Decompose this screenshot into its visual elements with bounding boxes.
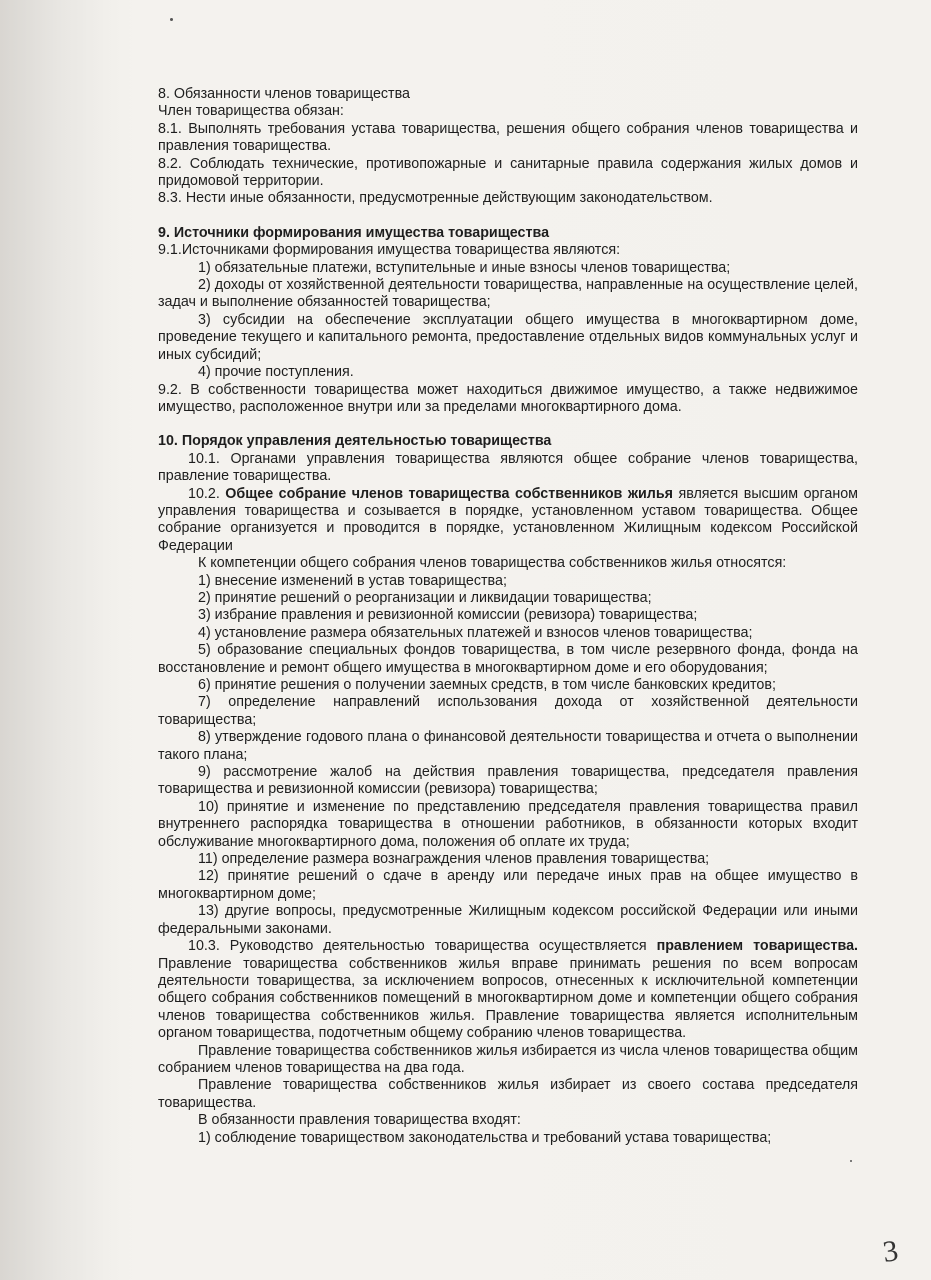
competence-item: 6) принятие решения о получении заемных средств, в том числе банковских кредитов; (198, 677, 776, 693)
competence-item: 12) принятие решений о сдаче в аренду или передаче иных прав на общее имущество в многоквартирном доме; (158, 868, 858, 902)
competence-item: 2) принятие решений о реорганизации и ликвидации товарищества; (198, 589, 652, 606)
section-9-item: 3) субсидии на обеспечение эксплуатации общего имущества в многоквартирном доме, проведение текущего и капитального ремонта, предоставление отдельных видов коммунальных услуг и иных субсидий; (158, 311, 858, 363)
scan-speck (850, 1160, 852, 1162)
section-10-3 (158, 938, 858, 1042)
page-number: 3 (880, 1234, 901, 1269)
section-8-item: 8.1. Выполнять требования устава товарищества, решения общего собрания членов товарищества и правления товарищества. (158, 120, 858, 155)
section-9-title: 9. Источники формирования имущества товарищества (158, 224, 550, 241)
section-9-item: 2) доходы от хозяйственной деятельности товарищества, направленные на осуществление целей, задач и выполнение обязанностей товарищества; (158, 277, 858, 311)
section-9-2: 9.2. В собственности товарищества может находиться движимое имущество, а также недвижимое имущество, расположенное внутри или за пределами многоквартирного дома. (158, 381, 858, 415)
clause-text: является высшим органом управления товарищества и созывается в порядке, установленном уставом товарищества. Общее собрание организуется и проводится в порядке, установленном Жилищным кодексом Российской Федерации (158, 485, 858, 554)
competence-item: 7) определение направлений использования дохода от хозяйственной деятельности товарищества; (158, 694, 858, 728)
section-8-intro: Член товарищества обязан: (158, 103, 344, 120)
competence-item: 8) утверждение годового плана о финансовой деятельности товарищества и отчета о выполнении такого плана; (158, 729, 858, 763)
section-8-item: 8.2. Соблюдать технические, противопожарные и санитарные правила содержания жилых домов и придомовой территории. (158, 155, 858, 190)
section-8-item: 8.3. Нести иные обязанности, предусмотренные действующим законодательством. (158, 190, 713, 207)
page-fold-shadow (0, 0, 115, 1280)
board-paragraph: Правление товарищества собственников жилья избирается из числа членов товарищества общим собранием членов товарищества на два года. (158, 1042, 858, 1076)
document-body (158, 86, 858, 1147)
clause-text: Правление товарищества собственников жилья вправе принимать решения по всем вопросам деятельности товарищества, за исключением вопросов, отнесенных к исключительной компетенции общего собрания собственников помещений в многоквартирном доме и компетенции общего собрания членов товарищества собственников жилья. Правление товарищества является исполнительным органом товарищества, подотчетным общему собранию членов товарищества. (158, 955, 858, 1042)
competence-item: 3) избрание правления и ревизионной комиссии (ревизора) товарищества; (198, 607, 698, 624)
section-10-title: 10. Порядок управления деятельностью товарищества (158, 433, 552, 450)
competence-intro: К компетенции общего собрания членов товарищества собственников жилья относятся: (198, 555, 787, 572)
competence-item: 13) другие вопросы, предусмотренные Жилищным кодексом российской Федерации или иными федеральными законами. (158, 903, 858, 937)
competence-item: 11) определение размера вознаграждения членов правления товарищества; (198, 851, 710, 868)
competence-item: 1) внесение изменений в устав товарищества; (198, 572, 507, 589)
scan-speck (170, 18, 173, 21)
competence-item: 10) принятие и изменение по представлению председателя правления товарищества правил внутреннего распорядка товарищества в отношении работников, в обязанности которых входит обслуживание многоквартирного дома, положения об оплате их труда; (158, 798, 858, 850)
clause-text: 10.3. Руководство деятельностью товарищества осуществляется (188, 938, 657, 955)
competence-item: 9) рассмотрение жалоб на действия правления товарищества, председателя правления товарищества и ревизионной комиссии (ревизора) товарищества; (158, 764, 858, 798)
board-duties-intro: В обязанности правления товарищества входят: (198, 1112, 521, 1129)
bold-term: Общее собрание членов товарищества собственников жилья (225, 485, 673, 502)
bold-term: правлением товарищества. (656, 938, 858, 955)
section-9-item: 4) прочие поступления. (198, 364, 354, 381)
board-duty-item: 1) соблюдение товариществом законодательства и требований устава товарищества; (198, 1129, 772, 1146)
section-9-intro: 9.1.Источниками формирования имущества товарищества являются: (158, 242, 621, 259)
section-10-2 (158, 486, 858, 556)
competence-item: 5) образование специальных фондов товарищества, в том числе резервного фонда, фонда на восстановление и ремонт общего имущества в многоквартирном доме и его оборудования; (158, 642, 858, 676)
clause-number: 10.2. (188, 485, 226, 502)
section-10-1: 10.1. Органами управления товарищества являются общее собрание членов товарищества, правление товарищества. (158, 450, 858, 485)
board-paragraph: Правление товарищества собственников жилья избирает из своего состава председателя товарищества. (158, 1077, 858, 1111)
section-8-title: 8. Обязанности членов товарищества (158, 86, 410, 102)
competence-item: 4) установление размера обязательных платежей и взносов членов товарищества; (198, 624, 753, 641)
section-9-item: 1) обязательные платежи, вступительные и иные взносы членов товарищества; (198, 259, 731, 276)
